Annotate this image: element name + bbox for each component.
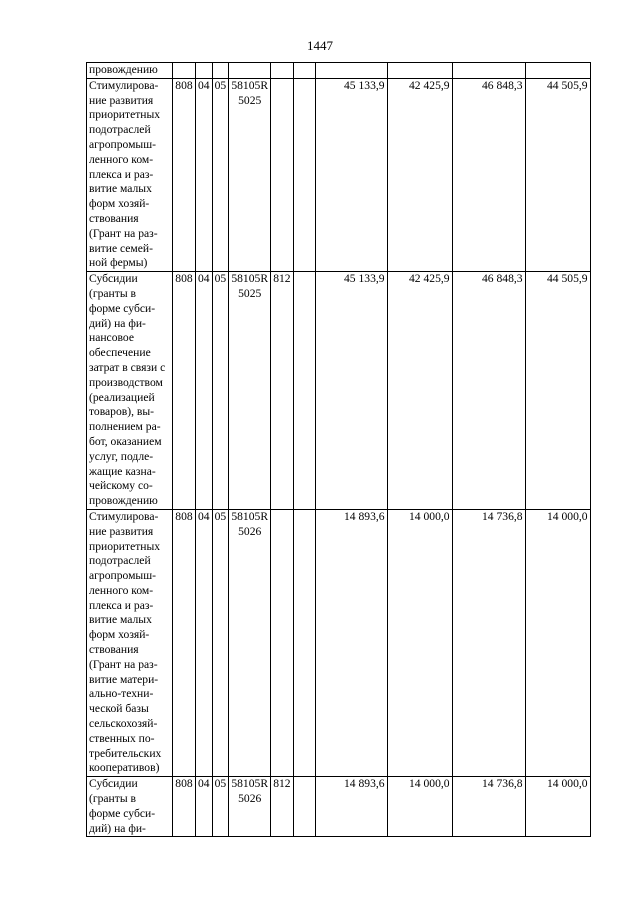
table-row <box>87 78 591 271</box>
name-line: ческой базы <box>89 702 149 716</box>
cell-rz: 04 <box>196 509 213 776</box>
cell-grbs: 808 <box>173 509 196 776</box>
name-line: (гранты в <box>89 792 136 806</box>
cell-value-2: 42 425,9 <box>387 272 452 510</box>
cell-grbs: 808 <box>173 777 196 837</box>
cell-grbs: 808 <box>173 272 196 510</box>
cell-value-1 <box>315 63 387 79</box>
name-line: Стимулирова- <box>89 78 159 92</box>
name-line: агропромыш- <box>89 137 156 151</box>
cell-vr <box>271 63 293 79</box>
cell-cs <box>229 272 271 510</box>
cell-cs <box>229 78 271 271</box>
cell-cs <box>229 63 271 79</box>
name-line: (Грант на раз- <box>89 657 158 671</box>
name-line: товаров), вы- <box>89 405 155 419</box>
name-line: агропромыш- <box>89 569 156 583</box>
cell-value-1: 14 893,6 <box>315 777 387 837</box>
cs-line: 5026 <box>238 792 262 806</box>
cell-value-2 <box>387 63 452 79</box>
table-row <box>87 63 591 79</box>
cs-line: 58105R <box>231 509 269 523</box>
name-line: ние развития <box>89 93 154 107</box>
cell-spacer <box>293 78 315 271</box>
cs-line: 58105R <box>231 78 269 92</box>
name-line: подотраслей <box>89 554 151 568</box>
cell-pr: 05 <box>212 272 229 510</box>
name-line: жащие казна- <box>89 464 156 478</box>
cell-spacer <box>293 777 315 837</box>
budget-table <box>86 62 591 837</box>
cell-name <box>87 509 173 776</box>
cell-spacer <box>293 63 315 79</box>
cell-name <box>87 63 173 79</box>
cs-line: 58105R <box>231 272 269 286</box>
cell-pr: 05 <box>212 509 229 776</box>
cell-name <box>87 78 173 271</box>
name-line: ально-техни- <box>89 687 154 701</box>
name-line: ленного ком- <box>89 583 154 597</box>
cell-rz: 04 <box>196 272 213 510</box>
cell-spacer <box>293 272 315 510</box>
name-line: форме субси- <box>89 806 156 820</box>
table-row <box>87 509 591 776</box>
cell-rz: 04 <box>196 777 213 837</box>
cell-value-4 <box>525 63 590 79</box>
name-line: плекса и раз- <box>89 167 154 181</box>
cell-vr: 812 <box>271 272 293 510</box>
cell-name <box>87 272 173 510</box>
cell-grbs: 808 <box>173 78 196 271</box>
name-line: ленного ком- <box>89 152 154 166</box>
name-line: форм хозяй- <box>89 628 150 642</box>
name-line: форм хозяй- <box>89 197 150 211</box>
table-row <box>87 272 591 510</box>
name-line: ной фермы) <box>89 256 148 270</box>
name-line: затрат в связи с <box>89 360 166 374</box>
name-line: приоритетных <box>89 108 161 122</box>
name-line: бот, оказанием <box>89 434 162 448</box>
cell-value-3: 14 736,8 <box>452 777 525 837</box>
table-body <box>87 63 591 837</box>
cell-value-4: 44 505,9 <box>525 272 590 510</box>
cell-pr: 05 <box>212 78 229 271</box>
cell-value-1: 14 893,6 <box>315 509 387 776</box>
page-number: 1447 <box>307 38 333 53</box>
name-line: ние развития <box>89 524 154 538</box>
name-line: кооперативов) <box>89 761 160 775</box>
cell-rz: 04 <box>196 78 213 271</box>
name-line: сельскохозяй- <box>89 717 158 731</box>
table-row <box>87 777 591 837</box>
cell-cs <box>229 509 271 776</box>
name-line: подотраслей <box>89 123 151 137</box>
name-line: требительских <box>89 746 162 760</box>
name-line: витие семей- <box>89 241 153 255</box>
cell-vr: 812 <box>271 777 293 837</box>
cell-value-4: 14 000,0 <box>525 777 590 837</box>
name-line: провождению <box>89 63 158 76</box>
cell-spacer <box>293 509 315 776</box>
cs-line: 5026 <box>238 524 262 538</box>
name-line: ствования <box>89 211 139 225</box>
name-line: витие малых <box>89 182 152 196</box>
name-line: ствования <box>89 643 139 657</box>
cell-cs <box>229 777 271 837</box>
cell-grbs <box>173 63 196 79</box>
name-line: провождению <box>89 494 158 508</box>
cell-rz <box>196 63 213 79</box>
name-line: дий) на фи- <box>89 316 146 330</box>
cell-value-3: 14 736,8 <box>452 509 525 776</box>
name-line: ственных по- <box>89 731 155 745</box>
name-line: (Грант на раз- <box>89 226 158 240</box>
cell-pr: 05 <box>212 777 229 837</box>
cell-value-4: 14 000,0 <box>525 509 590 776</box>
name-line: витие матери- <box>89 672 159 686</box>
name-line: Стимулирова- <box>89 509 159 523</box>
cs-line: 5025 <box>238 93 262 107</box>
cell-value-1: 45 133,9 <box>315 272 387 510</box>
cs-line: 58105R <box>231 777 269 791</box>
name-line: витие малых <box>89 613 152 627</box>
name-line: форме субси- <box>89 301 156 315</box>
cell-value-1: 45 133,9 <box>315 78 387 271</box>
name-line: обеспечение <box>89 346 151 360</box>
cell-pr <box>212 63 229 79</box>
name-line: (реализацией <box>89 390 155 404</box>
cell-vr <box>271 78 293 271</box>
cell-value-3: 46 848,3 <box>452 78 525 271</box>
cell-name <box>87 777 173 837</box>
cell-vr <box>271 509 293 776</box>
cell-value-3 <box>452 63 525 79</box>
cs-line: 5025 <box>238 286 262 300</box>
cell-value-4: 44 505,9 <box>525 78 590 271</box>
name-line: производством <box>89 375 163 389</box>
name-line: полнением ра- <box>89 420 161 434</box>
name-line: (гранты в <box>89 286 136 300</box>
name-line: плекса и раз- <box>89 598 154 612</box>
name-line: нансовое <box>89 331 134 345</box>
name-line: Субсидии <box>89 272 138 286</box>
name-line: чейскому со- <box>89 479 153 493</box>
name-line: услуг, подле- <box>89 449 154 463</box>
name-line: приоритетных <box>89 539 161 553</box>
cell-value-2: 42 425,9 <box>387 78 452 271</box>
cell-value-2: 14 000,0 <box>387 777 452 837</box>
name-line: дий) на фи- <box>89 821 146 835</box>
name-line: Субсидии <box>89 777 138 791</box>
cell-value-2: 14 000,0 <box>387 509 452 776</box>
cell-value-3: 46 848,3 <box>452 272 525 510</box>
